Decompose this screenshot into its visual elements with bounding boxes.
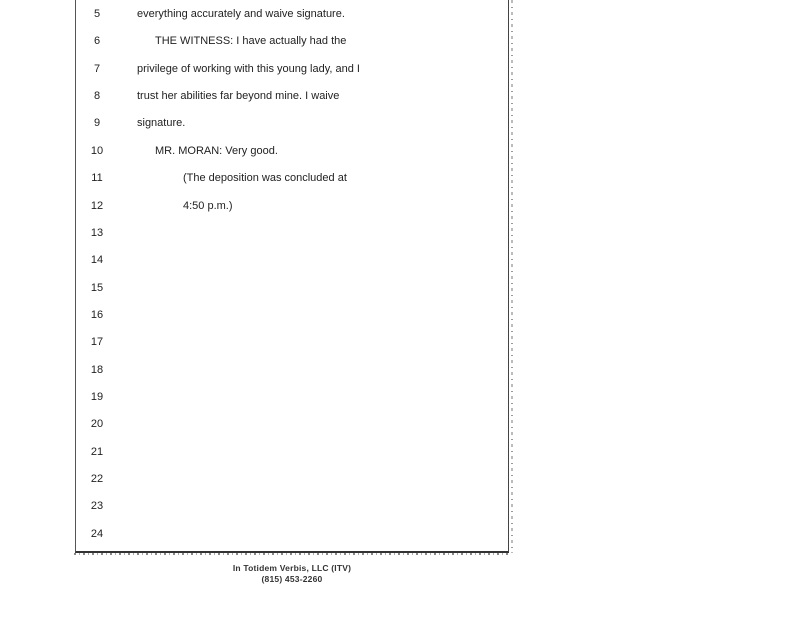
transcript-line [75, 469, 509, 489]
transcript-line [75, 278, 509, 298]
line-number: 23 [90, 500, 104, 513]
transcript-line [75, 332, 509, 352]
line-text: 4:50 p.m.) [183, 199, 233, 212]
transcript-line [75, 496, 509, 516]
transcript-line [75, 387, 509, 407]
line-number: 19 [90, 390, 104, 403]
line-text: trust her abilities far beyond mine. I waive [137, 90, 340, 103]
transcript-line [75, 414, 509, 434]
transcript-line [75, 113, 509, 133]
line-number: 12 [90, 199, 104, 212]
transcript-line [75, 524, 509, 544]
line-text: (The deposition was concluded at [183, 172, 347, 185]
transcript-line [75, 59, 509, 79]
transcript-line [75, 168, 509, 188]
transcript-line [75, 360, 509, 380]
line-text: THE WITNESS: I have actually had the [155, 35, 347, 48]
line-number: 13 [90, 226, 104, 239]
line-number: 24 [90, 527, 104, 540]
transcript-line [75, 442, 509, 462]
page-edge-shadow [511, 0, 513, 553]
line-number: 22 [90, 473, 104, 485]
line-number: 14 [90, 254, 104, 267]
line-number: 10 [90, 144, 104, 157]
line-number: 17 [90, 336, 104, 349]
line-number: 18 [90, 363, 104, 376]
line-number: 5 [93, 8, 101, 20]
line-text: signature. [137, 117, 186, 130]
line-text: privilege of working with this young lady, and I [137, 62, 360, 75]
line-number: 11 [91, 172, 103, 185]
transcript-line [75, 4, 509, 24]
transcript-line [75, 141, 509, 161]
transcript-line [75, 196, 509, 216]
line-number: 9 [93, 117, 101, 130]
transcript-line [75, 223, 509, 243]
line-number: 7 [93, 62, 101, 75]
line-number: 20 [90, 418, 104, 431]
line-number: 8 [93, 90, 101, 103]
line-number: 21 [90, 445, 104, 458]
line-number: 16 [90, 308, 104, 321]
transcript-line [75, 305, 509, 325]
transcript-line [75, 86, 509, 106]
footer-company: In Totidem Verbis, LLC (ITV) [232, 563, 352, 573]
transcript-line [75, 31, 509, 51]
line-number: 6 [93, 35, 101, 48]
line-number: 15 [90, 281, 104, 294]
transcript-line [75, 250, 509, 270]
line-text: MR. MORAN: Very good. [155, 144, 278, 157]
footer-phone: (815) 453-2260 [261, 574, 323, 584]
line-text: everything accurately and waive signature. [137, 8, 345, 20]
